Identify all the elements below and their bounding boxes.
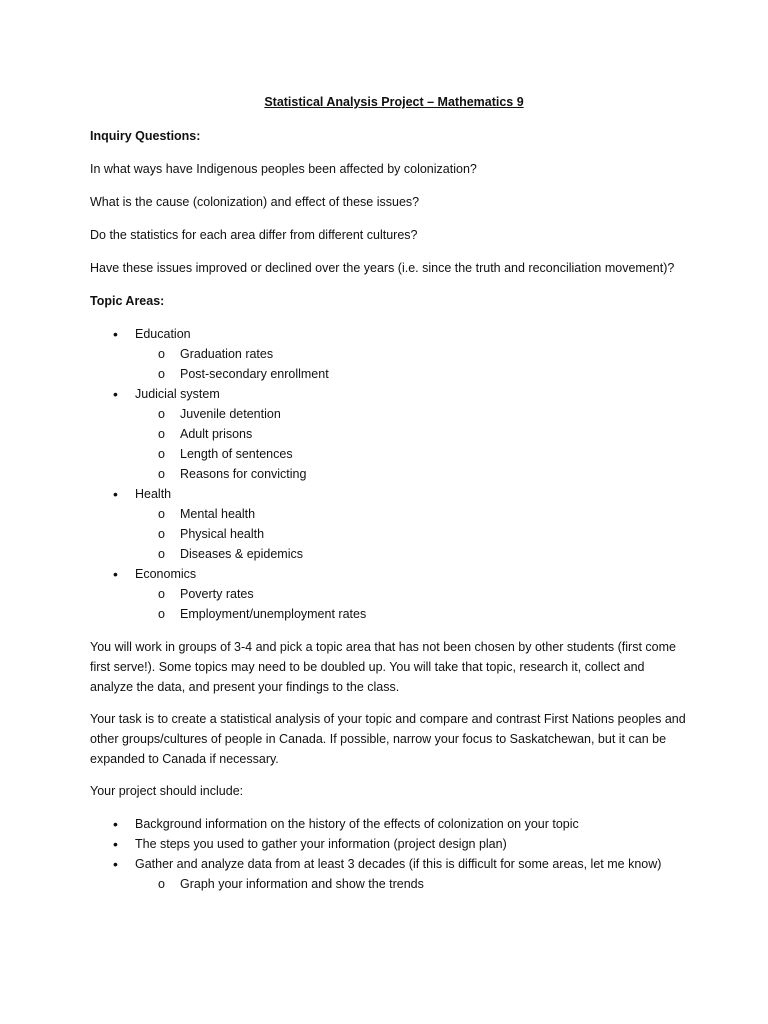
subtopic-item [135, 604, 690, 624]
topic-label: Education [135, 327, 191, 341]
subtopic-list [135, 344, 690, 384]
inquiry-questions-heading: Inquiry Questions: [90, 129, 201, 143]
subtopic-label: Reasons for convicting [180, 467, 307, 481]
topic-label: Economics [135, 567, 197, 581]
circle-bullet-icon: o [158, 367, 165, 381]
topic-list [90, 324, 690, 624]
subtopic-list [135, 504, 690, 564]
topic-label: Health [135, 487, 172, 501]
instructions-paragraph: You will work in groups of 3-4 and pick a topic area that has not been chosen by other students (first come first serve!). Some topics may need to be doubled up. You will take that topic, research it, collect and analyze the data, and present your findings to the class. [90, 640, 676, 694]
subtopic-label: Post-secondary enrollment [180, 367, 329, 381]
circle-bullet-icon: o [158, 507, 165, 521]
inquiry-question: In what ways have Indigenous peoples been affected by colonization? [90, 162, 477, 176]
document-page [90, 92, 690, 907]
bullet-icon: • [113, 836, 118, 852]
topic-item [90, 484, 690, 564]
bullet-icon: • [113, 386, 118, 402]
subtopic-label: Diseases & epidemics [180, 547, 303, 561]
circle-bullet-icon: o [158, 347, 165, 361]
subtopic-label: Length of sentences [180, 447, 293, 461]
inquiry-question: What is the cause (colonization) and effect of these issues? [90, 195, 420, 209]
subtopic-label: Adult prisons [180, 427, 253, 441]
topic-item [90, 384, 690, 484]
include-label: The steps you used to gather your information (project design plan) [135, 837, 507, 851]
circle-bullet-icon: o [158, 547, 165, 561]
subtopic-item [135, 424, 690, 444]
include-label: Background information on the history of the effects of colonization on your topic [135, 817, 579, 831]
topic-label: Judicial system [135, 387, 220, 401]
subtopic-item [135, 524, 690, 544]
subtopic-item [135, 464, 690, 484]
include-label: Gather and analyze data from at least 3 decades (if this is difficult for some areas, let me know) [135, 857, 662, 871]
include-item [90, 834, 690, 854]
bullet-icon: • [113, 566, 118, 582]
document-title: Statistical Analysis Project – Mathematics 9 [264, 95, 524, 109]
circle-bullet-icon: o [158, 877, 165, 891]
subtopic-item [135, 404, 690, 424]
subtopic-list [135, 404, 690, 484]
subtopic-item [135, 504, 690, 524]
subtopic-label: Physical health [180, 527, 265, 541]
include-item [90, 854, 690, 894]
circle-bullet-icon: o [158, 527, 165, 541]
subtopic-item [135, 364, 690, 384]
bullet-icon: • [113, 486, 118, 502]
subtopic-label: Poverty rates [180, 587, 254, 601]
circle-bullet-icon: o [158, 427, 165, 441]
topic-item [90, 564, 690, 624]
inquiry-question: Do the statistics for each area differ from different cultures? [90, 228, 418, 242]
circle-bullet-icon: o [158, 587, 165, 601]
bullet-icon: • [113, 326, 118, 342]
subtopic-item [135, 444, 690, 464]
circle-bullet-icon: o [158, 467, 165, 481]
include-sub-label: Graph your information and show the trends [180, 877, 424, 891]
subtopic-label: Employment/unemployment rates [180, 607, 367, 621]
circle-bullet-icon: o [158, 607, 165, 621]
subtopic-item [135, 544, 690, 564]
topic-item [90, 324, 690, 384]
bullet-icon: • [113, 856, 118, 872]
include-heading: Your project should include: [90, 784, 244, 798]
include-sub-item [135, 874, 690, 894]
subtopic-item [135, 344, 690, 364]
include-sub-list [135, 874, 690, 894]
subtopic-label: Graduation rates [180, 347, 274, 361]
subtopic-item [135, 584, 690, 604]
include-list [90, 814, 690, 894]
circle-bullet-icon: o [158, 407, 165, 421]
topic-areas-heading: Topic Areas: [90, 294, 165, 308]
include-item [90, 814, 690, 834]
circle-bullet-icon: o [158, 447, 165, 461]
bullet-icon: • [113, 816, 118, 832]
inquiry-question: Have these issues improved or declined over the years (i.e. since the truth and reconciliation movement)? [90, 261, 675, 275]
task-paragraph: Your task is to create a statistical analysis of your topic and compare and contrast First Nations peoples and other groups/cultures of people in Canada. If possible, narrow your focus to Saskatchewan, but it can be expanded to Canada if necessary. [90, 712, 686, 766]
subtopic-list [135, 584, 690, 624]
subtopic-label: Juvenile detention [180, 407, 281, 421]
subtopic-label: Mental health [180, 507, 256, 521]
